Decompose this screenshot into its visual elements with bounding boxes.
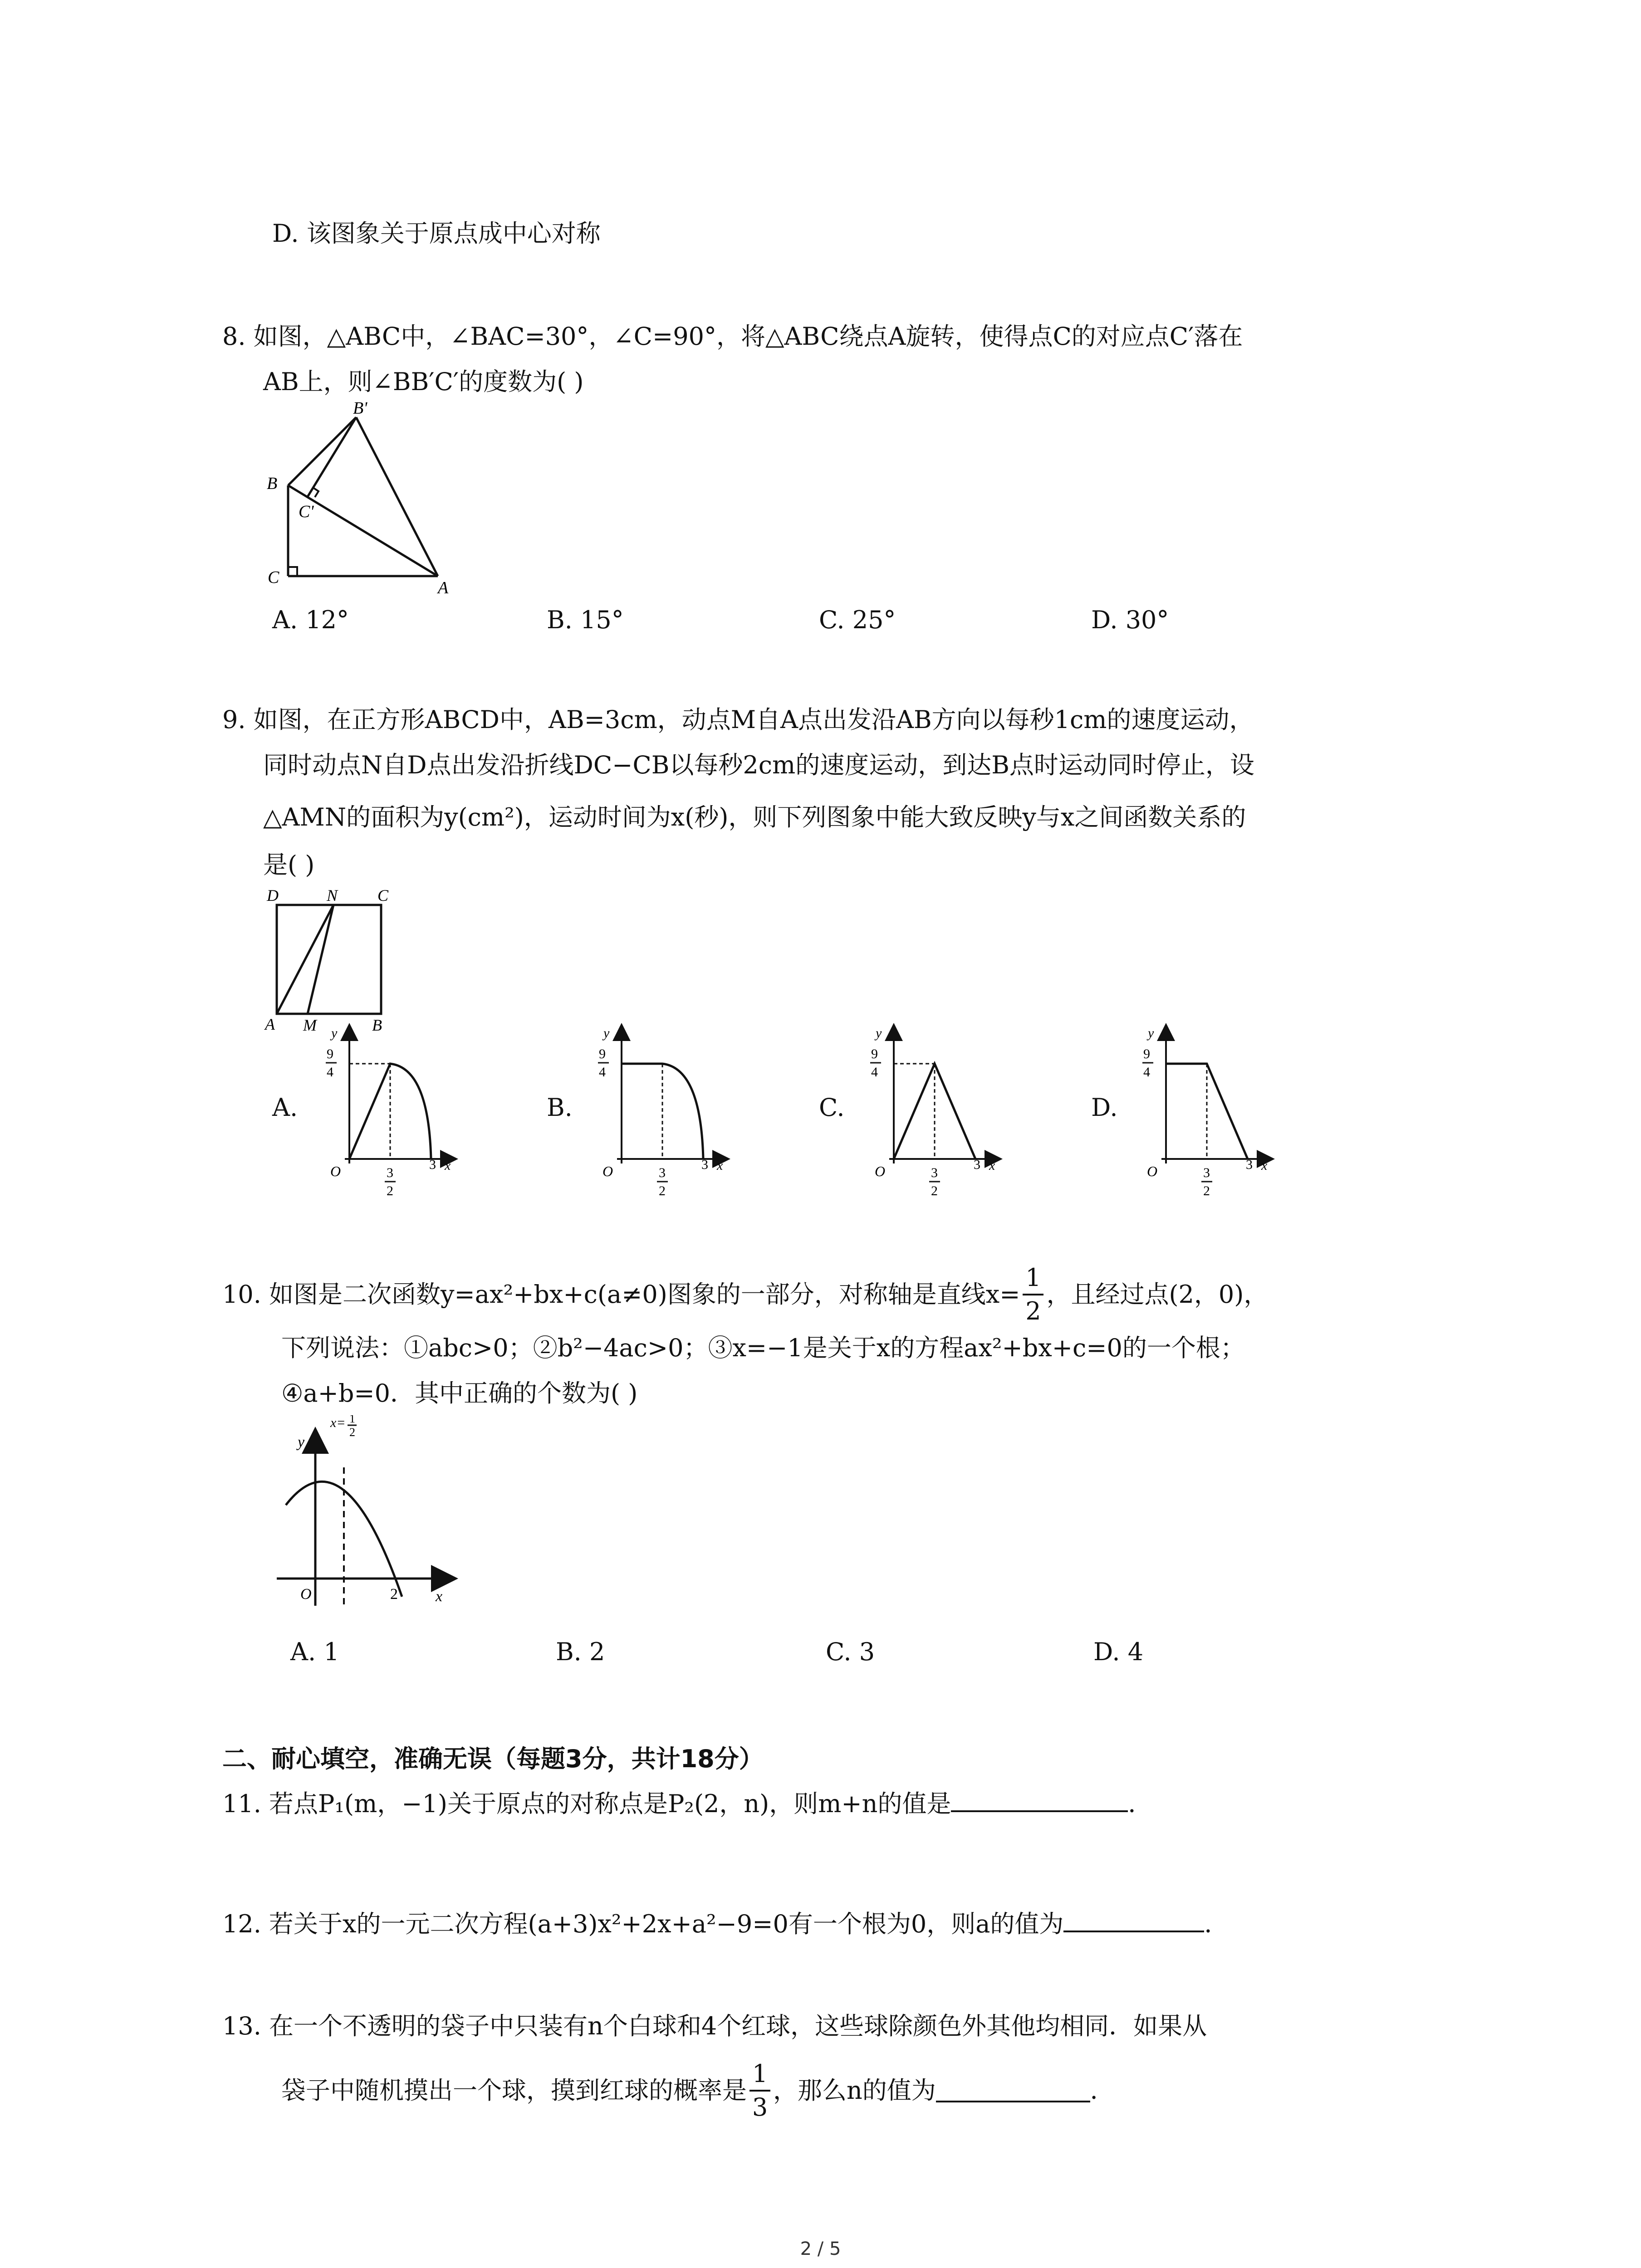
- q11-text: 11. 若点P₁(m，−1)关于原点的对称点是P₂(2，n)，则m+n的值是: [222, 1789, 951, 1818]
- q8-right-angle-c-prime: [313, 488, 318, 497]
- graph-ymax-den: 4: [1143, 1065, 1150, 1080]
- q10-stem-line2: 下列说法：①abc>0；②b²−4ac>0；③x=−1是关于x的方程ax²+bx+c=0的一个根；: [281, 1334, 1245, 1362]
- graph-y-label: y: [331, 1026, 338, 1041]
- q9-stem-line4: 是( ): [263, 850, 315, 879]
- q8-stem-line2: AB上，则∠BB′C′的度数为( ): [263, 367, 584, 396]
- graph-y-label: y: [603, 1026, 610, 1041]
- q10-stem-line3: ④a+b=0．其中正确的个数为( ): [281, 1379, 638, 1408]
- q10-option-c[interactable]: C. 3: [826, 1637, 875, 1666]
- q9-label-b: B: [372, 1016, 382, 1034]
- graph-xmid-num: 3: [931, 1165, 938, 1180]
- q12-end: ．: [1204, 1910, 1229, 1938]
- q13-stem-line1: 13. 在一个不透明的袋子中只装有n个白球和4个红球，这些球除颜色外其他均相同．如果从: [222, 2012, 1207, 2040]
- q8-option-d[interactable]: D. 30°: [1091, 606, 1169, 634]
- graph-x-label: x: [717, 1158, 723, 1173]
- q10-frac-num: 1: [1025, 1263, 1041, 1292]
- graph-xmid-num: 3: [659, 1165, 666, 1180]
- q9-label-c: C: [377, 886, 389, 904]
- graph-xend: 3: [701, 1157, 708, 1172]
- q12-stem: [222, 1912, 1229, 1936]
- q10-axis-fraction: [1023, 1263, 1043, 1325]
- graph-xend: 3: [974, 1157, 980, 1172]
- q10-graph-axis-label: x=: [330, 1415, 346, 1430]
- q9-label-a: A: [265, 1015, 275, 1033]
- graph-xmid-den: 2: [931, 1183, 938, 1198]
- q10-graph-y: y: [298, 1434, 305, 1451]
- q10-stem-line1-post: ，且经过点(2，0)，: [1046, 1280, 1269, 1309]
- q12-text: 12. 若关于x的一元二次方程(a+3)x²+2x+a²−9=0有一个根为0，则a的值为: [222, 1910, 1064, 1938]
- q13-end: ．: [1090, 2076, 1115, 2105]
- q9-option-b-letter[interactable]: B.: [547, 1093, 573, 1122]
- q9-label-m: M: [303, 1016, 317, 1034]
- q13-frac-bar: [749, 2090, 770, 2092]
- q8-option-b[interactable]: B. 15°: [547, 606, 624, 634]
- q12-answer-blank[interactable]: [1063, 1927, 1204, 1932]
- q10-option-a[interactable]: A. 1: [290, 1637, 339, 1666]
- q10-option-d[interactable]: D. 4: [1093, 1637, 1144, 1666]
- graph-ymax-num: 9: [327, 1046, 333, 1061]
- q8-segment-b-prime-b: [288, 417, 356, 485]
- q11-end: ．: [1128, 1789, 1153, 1818]
- q9-option-d-letter[interactable]: D.: [1091, 1093, 1118, 1122]
- graph-origin: O: [1147, 1163, 1158, 1179]
- q7-option-d: D. 该图象关于原点成中心对称: [272, 219, 601, 248]
- graph-xend: 3: [429, 1157, 436, 1172]
- graph-origin: O: [330, 1163, 341, 1179]
- q13-stem-line2: [281, 2059, 1115, 2121]
- q10-parabola-figure: [277, 1415, 458, 1615]
- q11-answer-blank[interactable]: [951, 1807, 1128, 1812]
- q9-stem-line1: 9. 如图，在正方形ABCD中，AB=3cm，动点M自A点出发沿AB方向以每秒1cm的速度运动，: [222, 705, 1254, 734]
- graph-x-label: x: [1261, 1158, 1268, 1173]
- q13-text-pre: 袋子中随机摸出一个球，摸到红球的概率是: [281, 2076, 747, 2105]
- q8-label-c: C: [268, 568, 279, 587]
- graph-origin: O: [603, 1163, 613, 1179]
- graph-y-label: y: [876, 1026, 882, 1041]
- graph-xmid-den: 2: [659, 1183, 666, 1198]
- q13-probability-fraction: [749, 2059, 770, 2121]
- graph-x-label: x: [989, 1158, 995, 1173]
- q10-graph-axis-den: 2: [349, 1426, 355, 1439]
- q13-frac-den: 3: [752, 2093, 768, 2121]
- q13-text-post: ，那么n的值为: [773, 2076, 936, 2105]
- q8-right-angle-c: [288, 567, 297, 576]
- graph-xmid-den: 2: [1203, 1183, 1210, 1198]
- graph-ymax-den: 4: [599, 1065, 606, 1080]
- q9-stem-line2: 同时动点N自D点出发沿折线DC−CB以每秒2cm的速度运动，到达B点时运动同时停止，设: [263, 751, 1254, 779]
- q9-stem-line3: △AMN的面积为y(cm²)，运动时间为x(秒)，则下列图象中能大致反映y与x之间函数关系的: [263, 803, 1246, 831]
- q10-frac-den: 2: [1025, 1297, 1041, 1325]
- q13-frac-num: 1: [752, 2059, 768, 2088]
- q10-graph-origin: O: [300, 1586, 312, 1603]
- q9-graph-b[interactable]: [585, 1023, 735, 1200]
- q10-stem-line1: [222, 1263, 1269, 1325]
- q9-segment-mn: [308, 905, 333, 1014]
- graph-ymax-den: 4: [327, 1065, 333, 1080]
- graph-ymax-num: 9: [599, 1046, 606, 1061]
- q11-stem: [222, 1789, 1153, 1818]
- q10-graph-axis-num: 1: [349, 1415, 355, 1425]
- q8-stem-line1: 8. 如图，△ABC中，∠BAC=30°，∠C=90°，将△ABC绕点A旋转，使得点C的对应点C′落在: [222, 322, 1243, 351]
- graph-xmid-num: 3: [1203, 1165, 1210, 1180]
- graph-xmid-den: 2: [387, 1183, 393, 1198]
- graph-ymax-num: 9: [1143, 1046, 1150, 1061]
- q9-segment-an: [277, 905, 333, 1014]
- q10-graph-x: x: [436, 1588, 443, 1605]
- q8-label-a: A: [438, 578, 449, 597]
- graph-ymax-num: 9: [871, 1046, 878, 1061]
- q8-option-c[interactable]: C. 25°: [819, 606, 896, 634]
- graph-origin: O: [875, 1163, 886, 1179]
- q9-option-a-letter[interactable]: A.: [272, 1093, 298, 1122]
- q10-frac-bar: [1023, 1294, 1043, 1295]
- graph-xmid-num: 3: [387, 1165, 393, 1180]
- q10-stem-line1-pre: 10. 如图是二次函数y=ax²+bx+c(a≠0)图象的一部分，对称轴是直线x=: [222, 1280, 1020, 1309]
- graph-x-label: x: [445, 1158, 451, 1173]
- q9-square-figure: [259, 885, 399, 1034]
- q8-label-b: B: [267, 474, 278, 493]
- page-number: 2 / 5: [800, 2239, 841, 2259]
- graph-ymax-den: 4: [871, 1065, 878, 1080]
- q8-option-a[interactable]: A. 12°: [272, 606, 349, 634]
- q9-graph-c[interactable]: [857, 1023, 1007, 1200]
- q9-option-c-letter[interactable]: C.: [819, 1093, 845, 1122]
- q8-label-c-prime: C': [299, 502, 314, 521]
- q9-label-d: D: [267, 886, 279, 904]
- q9-graph-d[interactable]: [1130, 1023, 1279, 1200]
- q10-graph-root: 2: [390, 1586, 398, 1603]
- q10-option-b[interactable]: B. 2: [556, 1637, 605, 1666]
- q13-answer-blank[interactable]: [936, 2097, 1090, 2102]
- q9-graph-a[interactable]: [313, 1023, 463, 1200]
- graph-xend: 3: [1246, 1157, 1253, 1172]
- section2-heading: 二、耐心填空，准确无误（每题3分，共计18分）: [222, 1745, 764, 1773]
- q9-label-n: N: [327, 886, 338, 904]
- graph-y-label: y: [1148, 1026, 1154, 1041]
- q8-label-b-prime: B': [353, 399, 367, 418]
- q8-figure: [254, 399, 467, 599]
